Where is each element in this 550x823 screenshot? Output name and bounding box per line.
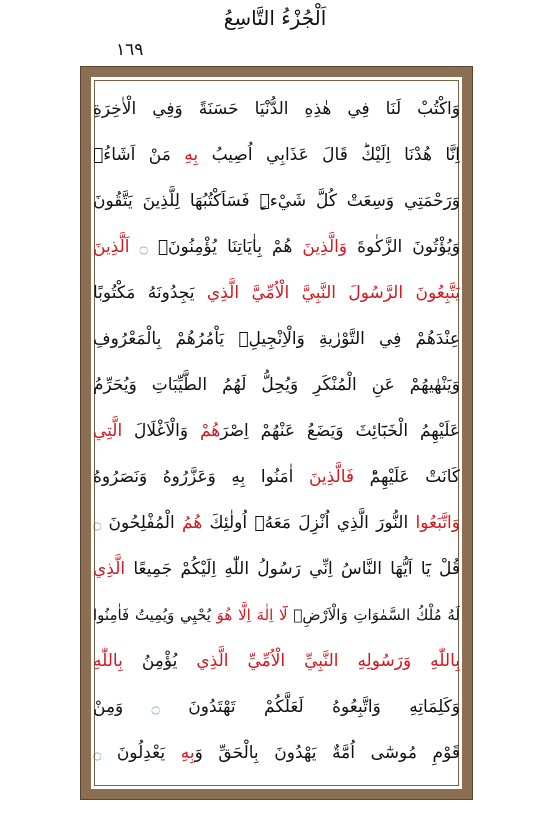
- highlighted-word: يَتَّبِعُونَ الرَّسُولَ النَّبِيَّ الْاُمِّيَّ الَّذِي: [206, 283, 460, 303]
- verse-segment: يَعْدِلُونَ: [101, 743, 181, 763]
- highlighted-word: بِهِ: [180, 743, 195, 763]
- verse-segment: وَرَحْمَتِي وَسِعَتْ كُلَّ شَيْءٍۜ فَسَاَكْتُبُهَا لِلَّذِينَ يَتَّقُونَ: [93, 191, 460, 211]
- ayah-end-marker: ۝: [93, 516, 102, 532]
- verse-segment: يُحْيِي وَيُمِيتُ فَاٰمِنُوا: [93, 606, 217, 624]
- verse-segment: يَجِدُونَهُ مَكْتُوبًا: [93, 283, 207, 303]
- ayah-end-marker: ۝: [151, 700, 160, 716]
- verse-line-10: [93, 504, 460, 542]
- verse-segment: وَمِنْ: [93, 697, 152, 717]
- page-number: ١٦٩: [116, 40, 144, 60]
- verse-line-6: [93, 320, 460, 358]
- verse-segment: اٰمَنُوا بِهِ وَعَزَّرُوهُ وَنَصَرُوهُ: [93, 467, 309, 487]
- highlighted-word: وَرَسُولِهِ النَّبِيِّ الْاُمِّيِّ الَّذِي: [196, 651, 412, 671]
- verse-text-area: [93, 90, 460, 782]
- verse-segment: لَهُ مُلْكُ السَّمٰوَاتِ وَالْاَرْضِۚ: [287, 606, 460, 624]
- verse-segment: عِنْدَهُمْ فِي التَّوْرٰيةِ وَالْاِنْجِيلِۘ يَاْمُرُهُمْ بِالْمَعْرُوفِ: [93, 329, 460, 349]
- verse-segment: قُلْ يَٓا اَيُّهَا النَّاسُ اِنِّي رَسُولُ اللّٰهِ اِلَيْكُمْ جَمِيعًا: [125, 559, 460, 579]
- highlighted-word: لَٓا اِلٰهَ اِلَّا هُوَ: [216, 606, 288, 624]
- juz-title: اَلْجُزْءُ التَّاسِعُ: [223, 6, 327, 30]
- verse-segment: اِنَّا هُدْنَا اِلَيْكَؕ قَالَ عَذَابِي اُصِيبُ: [198, 145, 460, 165]
- verse-line-14: [93, 688, 460, 726]
- verse-segment: يُؤْمِنُ: [122, 651, 197, 671]
- verse-segment: هُمْ بِاٰيَاتِنَا يُؤْمِنُونَۚ: [147, 237, 303, 257]
- highlighted-word: بِاللّٰهِ: [93, 651, 123, 671]
- highlighted-word: الَّتِي: [93, 421, 123, 441]
- verse-segment: وَاكْتُبْ لَنَا فِي هٰذِهِ الدُّنْيَا حَسَنَةً وَفِي الْاٰخِرَةِ: [93, 99, 460, 119]
- verse-segment: الْمُفْلِحُونَ: [101, 513, 182, 533]
- verse-line-8: [93, 412, 460, 450]
- highlighted-word: هُمْ: [199, 421, 221, 441]
- verse-line-11: [93, 550, 460, 588]
- highlighted-word: وَاتَّبَعُوا: [415, 513, 460, 533]
- highlighted-word: وَالَّذِينَ: [302, 237, 348, 257]
- verse-segment: النُّورَ الَّذِي اُنْزِلَ مَعَهُۙ اُولٰئِكَ: [202, 513, 416, 533]
- verse-segment: [411, 651, 430, 671]
- verse-segment: كَانَتْ عَلَيْهِمْؕ: [354, 467, 460, 487]
- verse-line-12: [93, 596, 460, 634]
- verse-segment: عَلَيْهِمُ الْخَبَٓائِثَ وَيَضَعُ عَنْهُمْ اِصْرَ: [220, 421, 460, 441]
- verse-line-7: [93, 366, 460, 404]
- highlighted-word: الَّذِي: [93, 559, 126, 579]
- highlighted-word: هُمُ: [181, 513, 203, 533]
- ayah-end-marker: ۝: [93, 746, 102, 762]
- verse-line-15: [93, 734, 460, 772]
- verse-line-4: [93, 228, 460, 266]
- verse-segment: وَيَنْهٰيهُمْ عَنِ الْمُنْكَرِ وَيُحِلُّ لَهُمُ الطَّيِّبَاتِ وَيُحَرِّمُ: [93, 375, 460, 395]
- verse-line-5: [93, 274, 460, 312]
- verse-segment: وَيُؤْتُونَ الزَّكٰوةَ: [347, 237, 460, 257]
- ayah-end-marker: ۝: [139, 240, 148, 256]
- highlighted-word: فَالَّذِينَ: [308, 467, 355, 487]
- verse-segment: وَكَلِمَاتِهِ وَاتَّبِعُوهُ لَعَلَّكُمْ تَهْتَدُونَ: [159, 697, 460, 717]
- verse-segment: مَنْ اَشَاءُۚ: [93, 145, 185, 165]
- verse-line-13: [93, 642, 460, 680]
- verse-line-2: [93, 136, 460, 174]
- highlighted-word: اَلَّذِينَ: [93, 237, 140, 257]
- verse-segment: قَوْمِ مُوسٰٓى اُمَّةٌ يَهْدُونَ بِالْحَقِّ وَ: [194, 743, 460, 763]
- verse-segment: وَالْاَغْلَالَ: [122, 421, 200, 441]
- verse-line-9: [93, 458, 460, 496]
- page-header: [0, 0, 550, 60]
- highlighted-word: بِهِ: [184, 145, 199, 165]
- highlighted-word: بِاللّٰهِ: [430, 651, 461, 671]
- verse-line-1: [93, 90, 460, 128]
- verse-line-3: [93, 182, 460, 220]
